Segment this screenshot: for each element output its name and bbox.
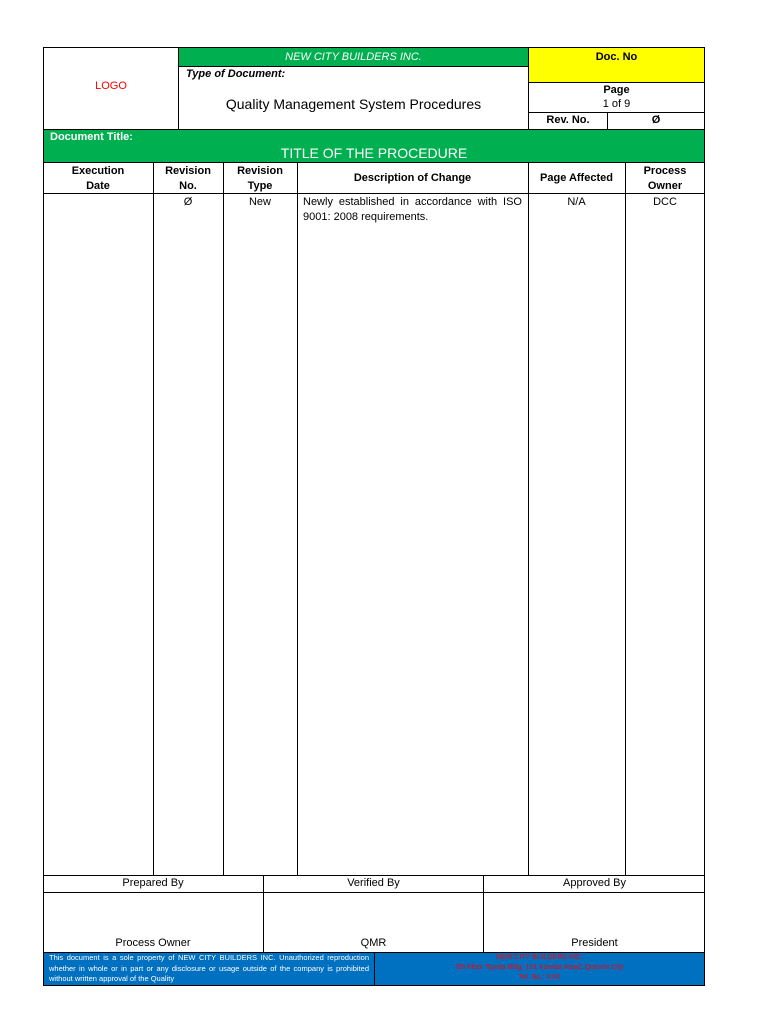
document-type-value: Quality Management System Procedures bbox=[225, 96, 482, 112]
cell-process-owner: DCC bbox=[653, 196, 677, 208]
cell-description-of-change: Newly established in accordance with ISO 9001: 2008 requirements. bbox=[303, 196, 522, 223]
header-revision-type bbox=[223, 164, 297, 194]
header-process-owner bbox=[625, 164, 705, 194]
procedure-title: TITLE OF THE PROCEDURE bbox=[280, 145, 468, 161]
rev-no-value: Ø bbox=[651, 114, 661, 126]
footer-company-box bbox=[375, 953, 704, 985]
header-text: Owner bbox=[647, 180, 683, 192]
header-text: No. bbox=[179, 180, 197, 192]
cell-page-affected: N/A bbox=[567, 196, 586, 208]
header-text: Execution bbox=[71, 165, 125, 177]
header-text: Date bbox=[86, 180, 110, 192]
page-label: Page bbox=[603, 84, 630, 96]
footer-company: NEW CITY BUILDERS INC. bbox=[496, 954, 583, 961]
verified-by-role: QMR bbox=[360, 937, 387, 949]
rev-no-label: Rev. No. bbox=[546, 114, 590, 126]
header-text: Revision bbox=[165, 165, 211, 177]
verified-by-label: Verified By bbox=[347, 877, 400, 889]
prepared-by-label: Prepared By bbox=[122, 877, 184, 889]
header-page-affected bbox=[528, 171, 625, 186]
cell-revision-type: New bbox=[248, 196, 271, 208]
document-title-label: Document Title: bbox=[50, 131, 133, 143]
prepared-by-role: Process Owner bbox=[115, 937, 191, 949]
logo-placeholder: LOGO bbox=[95, 80, 127, 92]
footer-tel: Tel. No.: XXX bbox=[518, 974, 561, 981]
header-text: Type bbox=[247, 180, 273, 192]
header-text: Revision bbox=[237, 165, 283, 177]
approved-by-role: President bbox=[571, 937, 618, 949]
header-description-of-change bbox=[297, 171, 528, 186]
footer-disclaimer-box bbox=[44, 953, 374, 985]
verified-by-signature-field[interactable] bbox=[264, 893, 483, 935]
doc-no-cell: Doc. No bbox=[529, 48, 704, 82]
header-text: Description of Change bbox=[353, 172, 472, 184]
prepared-by-signature-field[interactable] bbox=[44, 893, 263, 935]
header-text: Page Affected bbox=[540, 172, 613, 184]
page-value: 1 of 9 bbox=[602, 98, 631, 110]
approved-by-signature-field[interactable] bbox=[484, 893, 704, 935]
cell-revision-no: Ø bbox=[183, 196, 193, 208]
approved-by-label: Approved By bbox=[563, 877, 626, 889]
document-type-label: Type of Document: bbox=[186, 68, 286, 80]
header-text: Process bbox=[643, 165, 687, 177]
footer-disclaimer: This document is a sole property of NEW CITY BUILDERS INC. Unauthorized reproduction whether in whole or in part or any disclosure or usage outside of the company is prohibited without written approval of the Quality bbox=[49, 953, 369, 983]
company-name-banner: NEW CITY BUILDERS INC. bbox=[179, 48, 528, 66]
footer-address: 5th Floor Toyota Bldg. 101 Kamias Road, Quezon City bbox=[455, 964, 624, 971]
header-execution-date bbox=[43, 164, 153, 194]
header-revision-no bbox=[153, 164, 223, 194]
